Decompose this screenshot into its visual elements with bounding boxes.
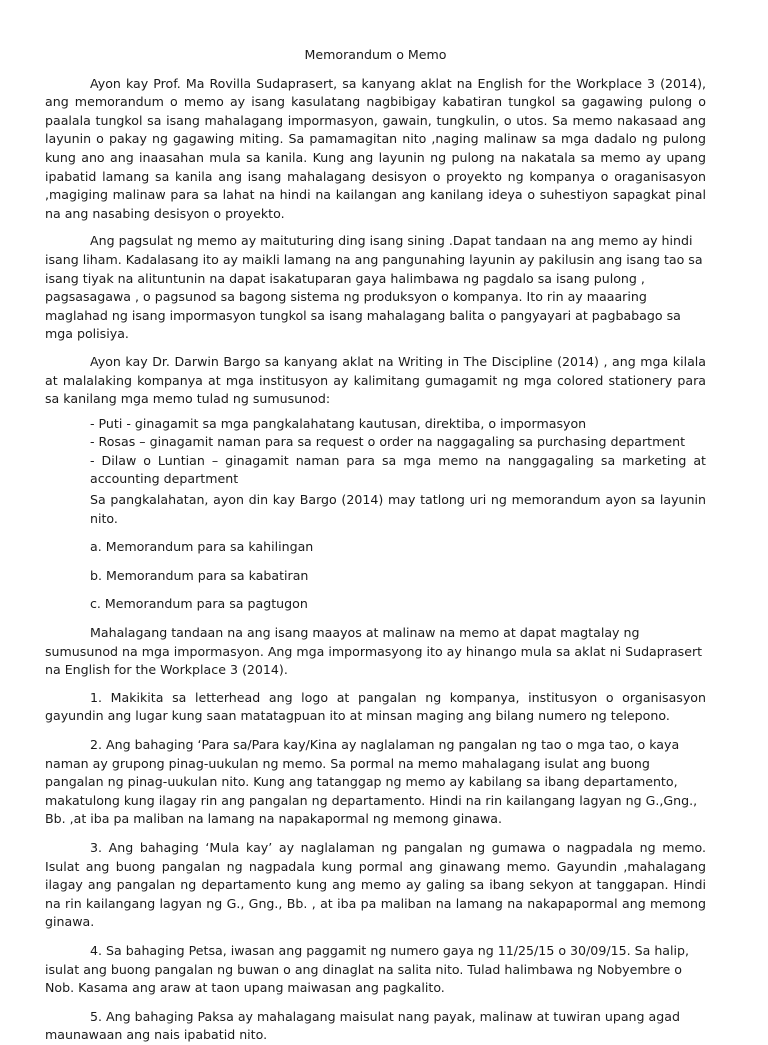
list-item: a. Memorandum para sa kahilingan xyxy=(90,539,314,555)
numbered-items xyxy=(45,689,706,1045)
color-list xyxy=(45,415,706,489)
numbered-item: 1. Makikita sa letterhead ang logo at pangalan ng kompanya, institusyon o organisasyon gayundin ang lugar kung saan matatagpuan ito at minsan maging ang bilang numero ng telepono. xyxy=(45,689,706,724)
paragraph-writing-memo: Ang pagsulat ng memo ay maituturing ding isang sining .Dapat tandaan na ang memo ay hindi isang liham. Kadalasang ito ay maikli lamang na ang pangunahing layunin ay pakilusin ang isang tao sa isang tiyak na alituntunin na dapat isakatuparan gaya halimbawa ng pagdalo sa isang pulong , pagsasagawa , o pagsunod sa bagong sistema ng produksyon o kompanya. Ito rin ay maaaring maglahad ng isang impormasyon tungkol sa isang mahalagang balita o pangyayari at pagbabago sa mga polisiya. xyxy=(45,233,703,342)
paragraph-colored-stationery: Ayon kay Dr. Darwin Bargo sa kanyang aklat na Writing in The Discipline (2014) , ang mga kilala at malalaking kompanya at mga institusyon ay kalimitang gumagamit ng mga colored stationery para sa kanilang mga memo tulad ng sumusunod: xyxy=(45,353,706,407)
list-item: - Puti - ginagamit sa mga pangkalahatang kautusan, direktiba, o impormasyon xyxy=(90,415,587,431)
numbered-item: 2. Ang bahaging ‘Para sa/Para kay/Kina ay naglalaman ng pangalan ng tao o mga tao, o kaya naman ay grupong pinag-uukulan ng memo. Sa pormal na memo mahalagang isulat ang buong pangalan ng pinag-uukulan nito. Kung ang tatanggap ng memo ay kabilang sa ibang departamento, makatulong kung ilagay rin ang pangalan ng departamento. Hindi na rin kailangang lagyan ng G.,Gng., Bb. ,at iba pa maliban na lamang na napakapormal ng memong ginawa. xyxy=(45,737,698,827)
list-item: b. Memorandum para sa kabatiran xyxy=(90,567,309,583)
list-item: - Rosas – ginagamit naman para sa request o order na naggagaling sa purchasing department xyxy=(90,434,686,450)
numbered-item: 3. Ang bahaging ‘Mula kay’ ay naglalaman ng pangalan ng gumawa o nagpadala ng memo. Isulat ang buong pangalan ng nagpadala kung pormal ang ginawang memo. Gayundin ,mahalagang ilagay ang pangalan ng departamento kung ang memo ay galing sa ibang sekyon at tanggapan. Hindi na rin kailangang lagyan ng G., Gng., Bb. , at iba pa maliban na lamang na nakapapormal ang memong ginawa. xyxy=(45,839,706,930)
memo-types-list xyxy=(45,538,706,614)
paragraph-definition: Ayon kay Prof. Ma Rovilla Sudaprasert, sa kanyang aklat na English for the Workplace 3 (2014), ang memorandum o memo ay isang kasulatang nagbibigay kabatiran tungkol sa gagawing pulong o paalala tungkol sa isang mahalagang impormasyon, gawain, tungkulin, o utos. Sa memo nakasaad ang layunin o pakay ng gagawing miting. Sa pamamagitan nito ,naging malinaw sa mga dadalo ng pulong kung ano ang inaasahan mula sa kanila. Kung ang layunin ng pulong na nakatala sa memo ay upang ipabatid lamang sa kanila ang isang mahalagang desisyon o proyekto ng kompanya o oraganisasyon ,magiging malinaw para sa lahat na hindi na kailangan ang kanilang ideya o suhestiyon sapagkat pinal na ang nasabing desisyon o proyekto. xyxy=(45,75,706,221)
document-title: Memorandum o Memo xyxy=(304,47,447,62)
list-item: - Dilaw o Luntian – ginagamit naman para sa mga memo na nanggagaling sa marketing at accounting department xyxy=(90,452,706,487)
list-item: c. Memorandum para sa pagtugon xyxy=(90,596,308,612)
paragraph-summary: Sa pangkalahatan, ayon din kay Bargo (2014) may tatlong uri ng memorandum ayon sa layunin nito. xyxy=(90,492,706,526)
numbered-item: 4. Sa bahaging Petsa, iwasan ang paggamit ng numero gaya ng 11/25/15 o 30/09/15. Sa halip, isulat ang buong pangalan ng buwan o ang dinaglat na salita nito. Tulad halimbawa ng Nobyembre o Nob. Kasama ang araw at taon upang maiwasan ang pagkalito. xyxy=(45,942,690,996)
paragraph-requirements: Mahalagang tandaan na ang isang maayos at malinaw na memo at dapat magtalay ng sumusunod na mga impormasyon. Ang mga impormasyong ito ay hinango mula sa aklat ni Sudaprasert na English for the Workplace 3 (2014). xyxy=(45,625,703,678)
numbered-item: 5. Ang bahaging Paksa ay mahalagang maisulat nang payak, malinaw at tuwiran upang agad maunawaan ang nais ipabatid nito. xyxy=(45,1008,680,1043)
